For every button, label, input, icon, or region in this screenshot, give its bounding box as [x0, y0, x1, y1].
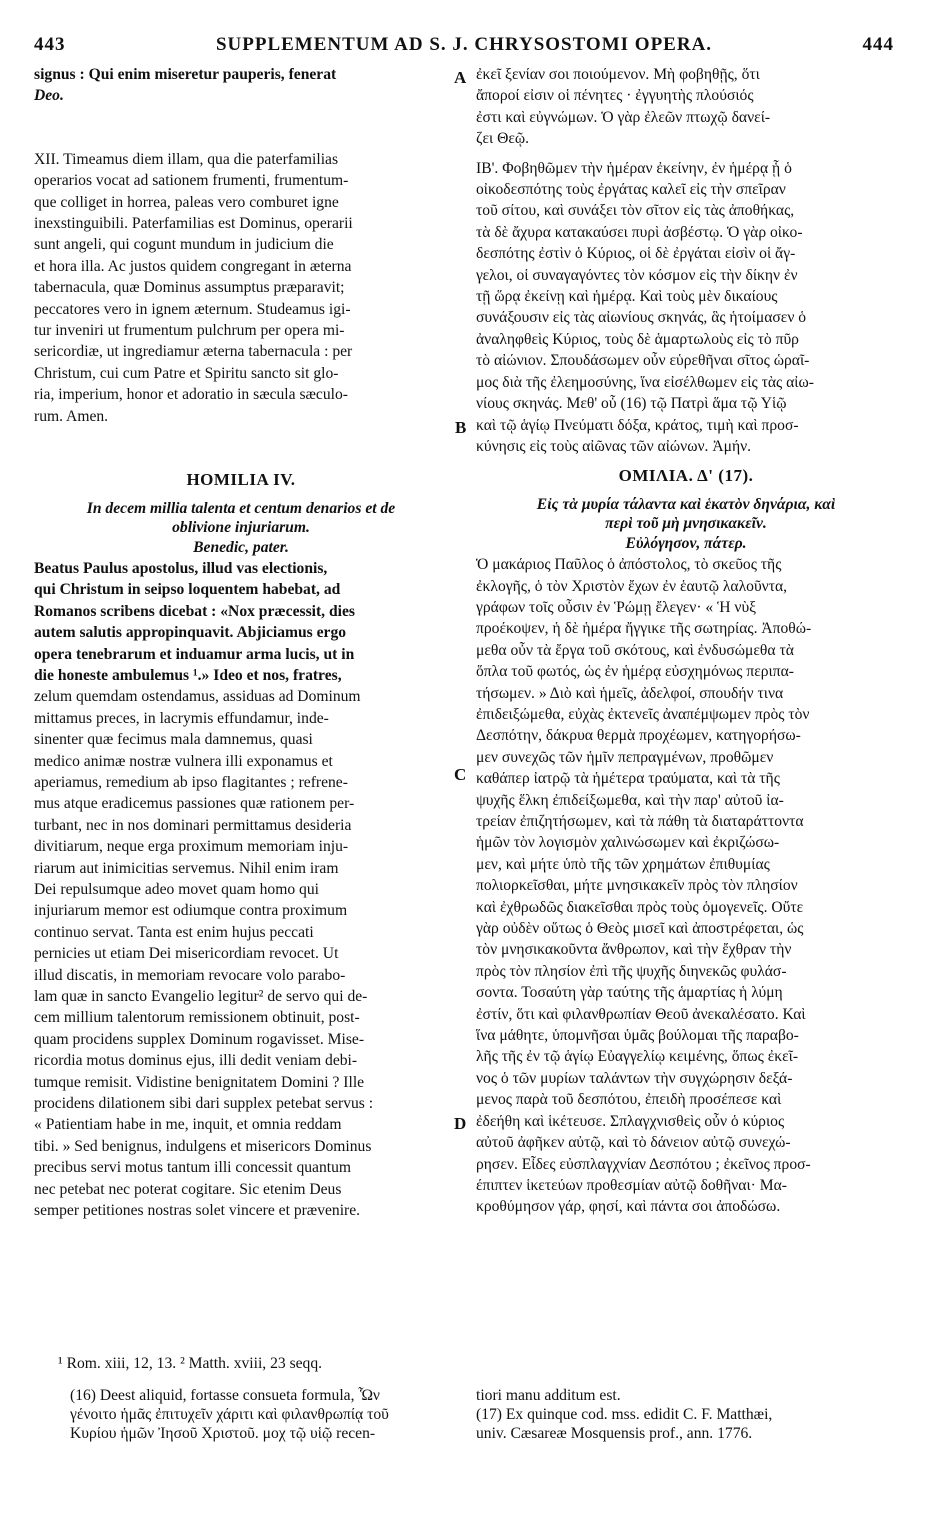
- footnote-right: [476, 1386, 896, 1443]
- footnote-16-continuation: tiori manu additum est.: [476, 1387, 621, 1404]
- latin-homily-subtitle: In decem millia talenta et centum denarios et de: [86, 499, 396, 517]
- scripture-references: ¹ Rom. xiii, 12, 13. ² Matth. xviii, 23 seqq.: [58, 1355, 323, 1372]
- greek-paragraph-12: ΙΒ'. Φοβηθῶμεν τὴν ἡμέραν ἐκείνην, ἐν ἡμέρᾳ ᾗ ὁ οἰκοδεσπότης τοὺς ἐργάτας καλεῖ εἰς τὴν σπεῖραν τοῦ σίτου, καὶ συνάξει τὸν σῖτον εἰς τὰς ἀποθήκας, τὰ δὲ ἄχυρα κατακαύσει πυρὶ ἀσβέστῳ. Ὁ γὰρ οἰκο- δεσπότης ἐστὶν ὁ Κύριος, οἱ δὲ ἐργάται εἰσὶν οἱ ἄγ- γελοι, οἱ συναγαγόντες τὸν κόσμον εἰς τὴν δίκην ἐν τῇ ὥρᾳ ἐκείνῃ καὶ ἡμέρᾳ. Καὶ τοὺς μὲν δικαίους συνάξουσιν εἰς τὰς αἰωνίους σκηνάς, ἃς ἡτοίμασεν ὁ ἀναληφθεὶς Κύριος, τοὺς δὲ ἁμαρτωλοὺς εἰς τὸ πῦρ τὸ αἰώνιον. Σπουδάσωμεν οὖν εὑρεθῆναι σῖτος ὡραῖ- μος διὰ τῆς ἐλεημοσύνης, ἵνα εἰσέλθωμεν εἰς τὰς αἰω- νίους σκηνάς. Μεθ' οὗ (16) τῷ Πατρὶ ἅμα τῷ Υἱῷ καὶ τῷ ἁγίῳ Πνεύματι δόξα, κράτος, τιμὴ καὶ προσ- κύνησις εἰς τοὺς αἰῶνας τῶν αἰώνων. Ἀμήν.: [476, 159, 814, 455]
- greek-homily-title: ΟΜΙΛΙΑ. Δ' (17).: [618, 466, 754, 486]
- greek-homily-subtitle: Εἰς τὰ μυρία τάλαντα καὶ ἑκατὸν δηνάρια, καὶ: [536, 495, 836, 513]
- latin-paragraph-12: XII. Timeamus diem illam, qua die paterfamilias operarios vocat ad sationem frumenti, frumentum- que colliget in horrea, paleas vero comburet igne inexstinguibili. Paterfamilias est Dominus, operarii sunt angeli, qui cogunt mundum in judicium die et hora illa. Ac justos quidem congregant in æterna tabernacula, quæ Dominus assumptus præparavit; peccatores vero in ignem æternum. Studeamus igi- tur inveniri ut frumentum pulchrum per opera mi- sericordiæ, ut ingrediamur æterna tabernacula : per Christum, cui cum Patre et Spiritu sancto sit glo- ria, imperium, honor et adoratio in sæcula sæculo- rum. Amen.: [34, 150, 353, 425]
- footnote-17: (17) Ex quinque cod. mss. edidit C. F. Matthæi,: [476, 1406, 773, 1423]
- latin-benediction: Benedic, pater.: [193, 538, 289, 556]
- greek-homily-body: Ὁ μακάριος Παῦλος ὁ ἀπόστολος, τὸ σκεῦος τῆς ἐκλογῆς, ὁ τὸν Χριστὸν ἔχων ἐν ἑαυτῷ λαλοῦντα, γράφων τοῖς οὖσιν ἐν Ῥώμῃ ἔλεγεν· « Ἡ νὺξ προέκοψεν, ἡ δὲ ἡμέρα ἤγγικε τῆς σωτηρίας. Ἀποθώ- μεθα οὖν τὰ ἔργα τοῦ σκότους, καὶ ἐνδυσώμεθα τὰ ὅπλα τοῦ φωτός, ὡς ἐν ἡμέρᾳ εὐσχημόνως περιπα- τήσωμεν. » Διὸ καὶ ἡμεῖς, ἀδελφοί, σπουδήν τινα ἐπιδειξώμεθα, εὐχὰς ἐκτενεῖς ἀναπέμψωμεν πρὸς τὸν Δεσπότην, δάκρυα θερμὰ προχέωμεν, κατηγορήσω- μεν συνεχῶς τῶν ἡμῖν πεπραγμένων, προθῶμεν καθάπερ ἰατρῷ τὰ ἡμέτερα τραύματα, καὶ τὰ τῆς ψυχῆς ἕλκη ἐπιδείξωμεθα, καὶ τὴν παρ' αὐτοῦ ἰα- τρείαν ἐπιζητήσωμεν, καὶ τὰ πάθη τὰ διαταράττοντα ἡμῶν τὸν λογισμὸν χαλινώσωμεν καὶ ἐκριζώσω- μεν, καὶ μήτε ὑπὸ τῆς τῶν χρημάτων ἐπιθυμίας πολιορκεῖσθαι, μήτε μνησικακεῖν πρὸς τὸν πλησίον καὶ ἐχθρωδῶς διακεῖσθαι πρὸς τοὺς ὁμογενεῖς. Οὔτε γὰρ οὐδὲν οὕτως ὁ Θεὸς μισεῖ καὶ ἀποστρέφεται, ὡς τὸν μνησικακοῦντα ἄνθρωπον, καὶ τὴν ἔχθραν τὴν πρὸς τὸν πλησίον ἐπὶ τῆς ψυχῆς διηνεκῶς φυλάσ- σοντα. Τοσαύτη γὰρ ταύτης τῆς ἁμαρτίας ἡ λύμη ἐστίν, ὅτι καὶ φιλανθρωπίαν Θεοῦ ἀνεκαλέσατο. Καὶ ἵνα μάθητε, ὑπομνῆσαι ὑμᾶς βούλομαι τῆς παραβο- λῆς τῆς ἐν τῷ ἁγίῳ Εὐαγγελίῳ κειμένης, ὅπως ἐκεῖ- νος ὁ τῶν μυρίων ταλάντων τὴν συγχώρησιν δεξά- μενος παρὰ τοῦ δεσπότου, ἐπειδὴ προσέπεσε καὶ ἐδεήθη καὶ ἱκέτευσε. Σπλαγχνισθεὶς οὖν ὁ κύριος αὐτοῦ ἀφῆκεν αὐτῷ, καὶ τὸ δάνειον αὐτῷ συνεχώ- ρησεν. Εἶδες εὐσπλαγχνίαν Δεσπότου ; ἐκεῖνος προσ- έπιπτεν ἱκετεύων προθεσμίαν αὐτῷ δοθῆναι· Μα- κροθύμησον γάρ, φησί, καὶ πάντα σοι ἀποδώσω.: [476, 556, 812, 1216]
- margin-letter-a: A: [454, 68, 467, 87]
- latin-top-line: Deo.: [34, 87, 64, 105]
- running-title: SUPPLEMENTUM AD S. J. CHRYSOSTOMI OPERA.: [215, 34, 713, 55]
- footnote-17: univ. Cæsareæ Mosquensis prof., ann. 1776.: [476, 1425, 753, 1442]
- greek-column: [476, 64, 896, 1218]
- margin-letter-b: B: [455, 418, 467, 437]
- footnote-16: (16) Deest aliquid, fortasse consueta formula, Ὧν γένοιτο ἡμᾶς ἐπιτυχεῖν χάριτι καὶ φιλανθρωπίᾳ τοῦ Κυρίου ἡμῶν Ἰησοῦ Χριστοῦ. μοχ τῷ υἱῷ recen-: [70, 1387, 389, 1442]
- margin-letter-c: C: [454, 765, 467, 784]
- greek-top-lines: ἐκεῖ ξενίαν σοι ποιούμενον. Μὴ φοβηθῇς, ὅτι ἄποροί εἰσιν οἱ πένητες · ἐγγυητὴς πλούσιός ἐστι καὶ εὐγνώμων. Ὁ γὰρ ἐλεῶν πτωχῷ δανεί- ζει Θεῷ.: [476, 66, 771, 148]
- greek-benediction: Εὐλόγησον, πάτερ.: [625, 534, 747, 552]
- running-header: [34, 34, 894, 58]
- page-number-left: 443: [34, 34, 66, 55]
- latin-homily-subtitle: oblivione injuriarum.: [172, 518, 310, 536]
- margin-letter-d: D: [454, 1114, 467, 1133]
- latin-column: [34, 64, 448, 1222]
- latin-homily-body: Beatus Paulus apostolus, illud vas electionis, qui Christum in seipso loquentem habebat, ad Romanos scribens dicebat : «Nox præcessit, dies autem salutis appropinquavit. Abjiciamus ergo opera tenebrarum et induamur arma lucis, ut in die honeste ambulemus ¹.» Ideo et nos, fratres, zelum quemdam ostendamus, assiduas ad Dominum mittamus preces, in lacrymis effundamur, inde- sinenter quæ fecimus mala damnemus, quasi medico animæ nostræ vulnera illi exponamus et aperiamus, remedium ab ipso flagitantes ; refrene- mus atque eradicemus passiones quæ rationem per- turbant, nec in nos dominari permittamus desideria divitiarum, neque erga proximum memoriam inju- riarum aut inimicitias servemus. Nihil enim iram Dei repulsumque adeo movet quam homo qui injuriarum memor est odiumque contra proximum continuo servat. Tanta est enim hujus peccati pernicies ut etiam Dei misericordiam revocet. Ut illud discatis, in memoriam revocare volo parabo- lam quæ in sancto Evangelio legitur² de servo qui de- cem millium talentorum remissionem obtinuit, post- quam procidens supplex Dominum rogavisset. Mise- ricordia motus dominus ejus, illi dedit veniam debi- tumque remisit. Vidistine benignitatem Domini ? Ille procidens dilationem sibi dari supplex petebat servus : « Patientiam habe in me, inquit, et omnia reddam tibi. » Sed benignus, indulgens et misericors Dominus precibus servi motus tantum illi concessit quantum nec petebat nec poterat cogitare. Sic etenim Deus semper petitiones nostras solet vincere et prævenire.: [34, 559, 374, 1220]
- latin-top-line: signus : Qui enim miseretur pauperis, fenerat: [34, 66, 337, 83]
- greek-homily-subtitle: περὶ τοῦ μὴ μνησικακεῖν.: [605, 514, 767, 532]
- page-number-right: 444: [862, 34, 894, 55]
- latin-homily-title: HOMILIA IV.: [186, 470, 296, 490]
